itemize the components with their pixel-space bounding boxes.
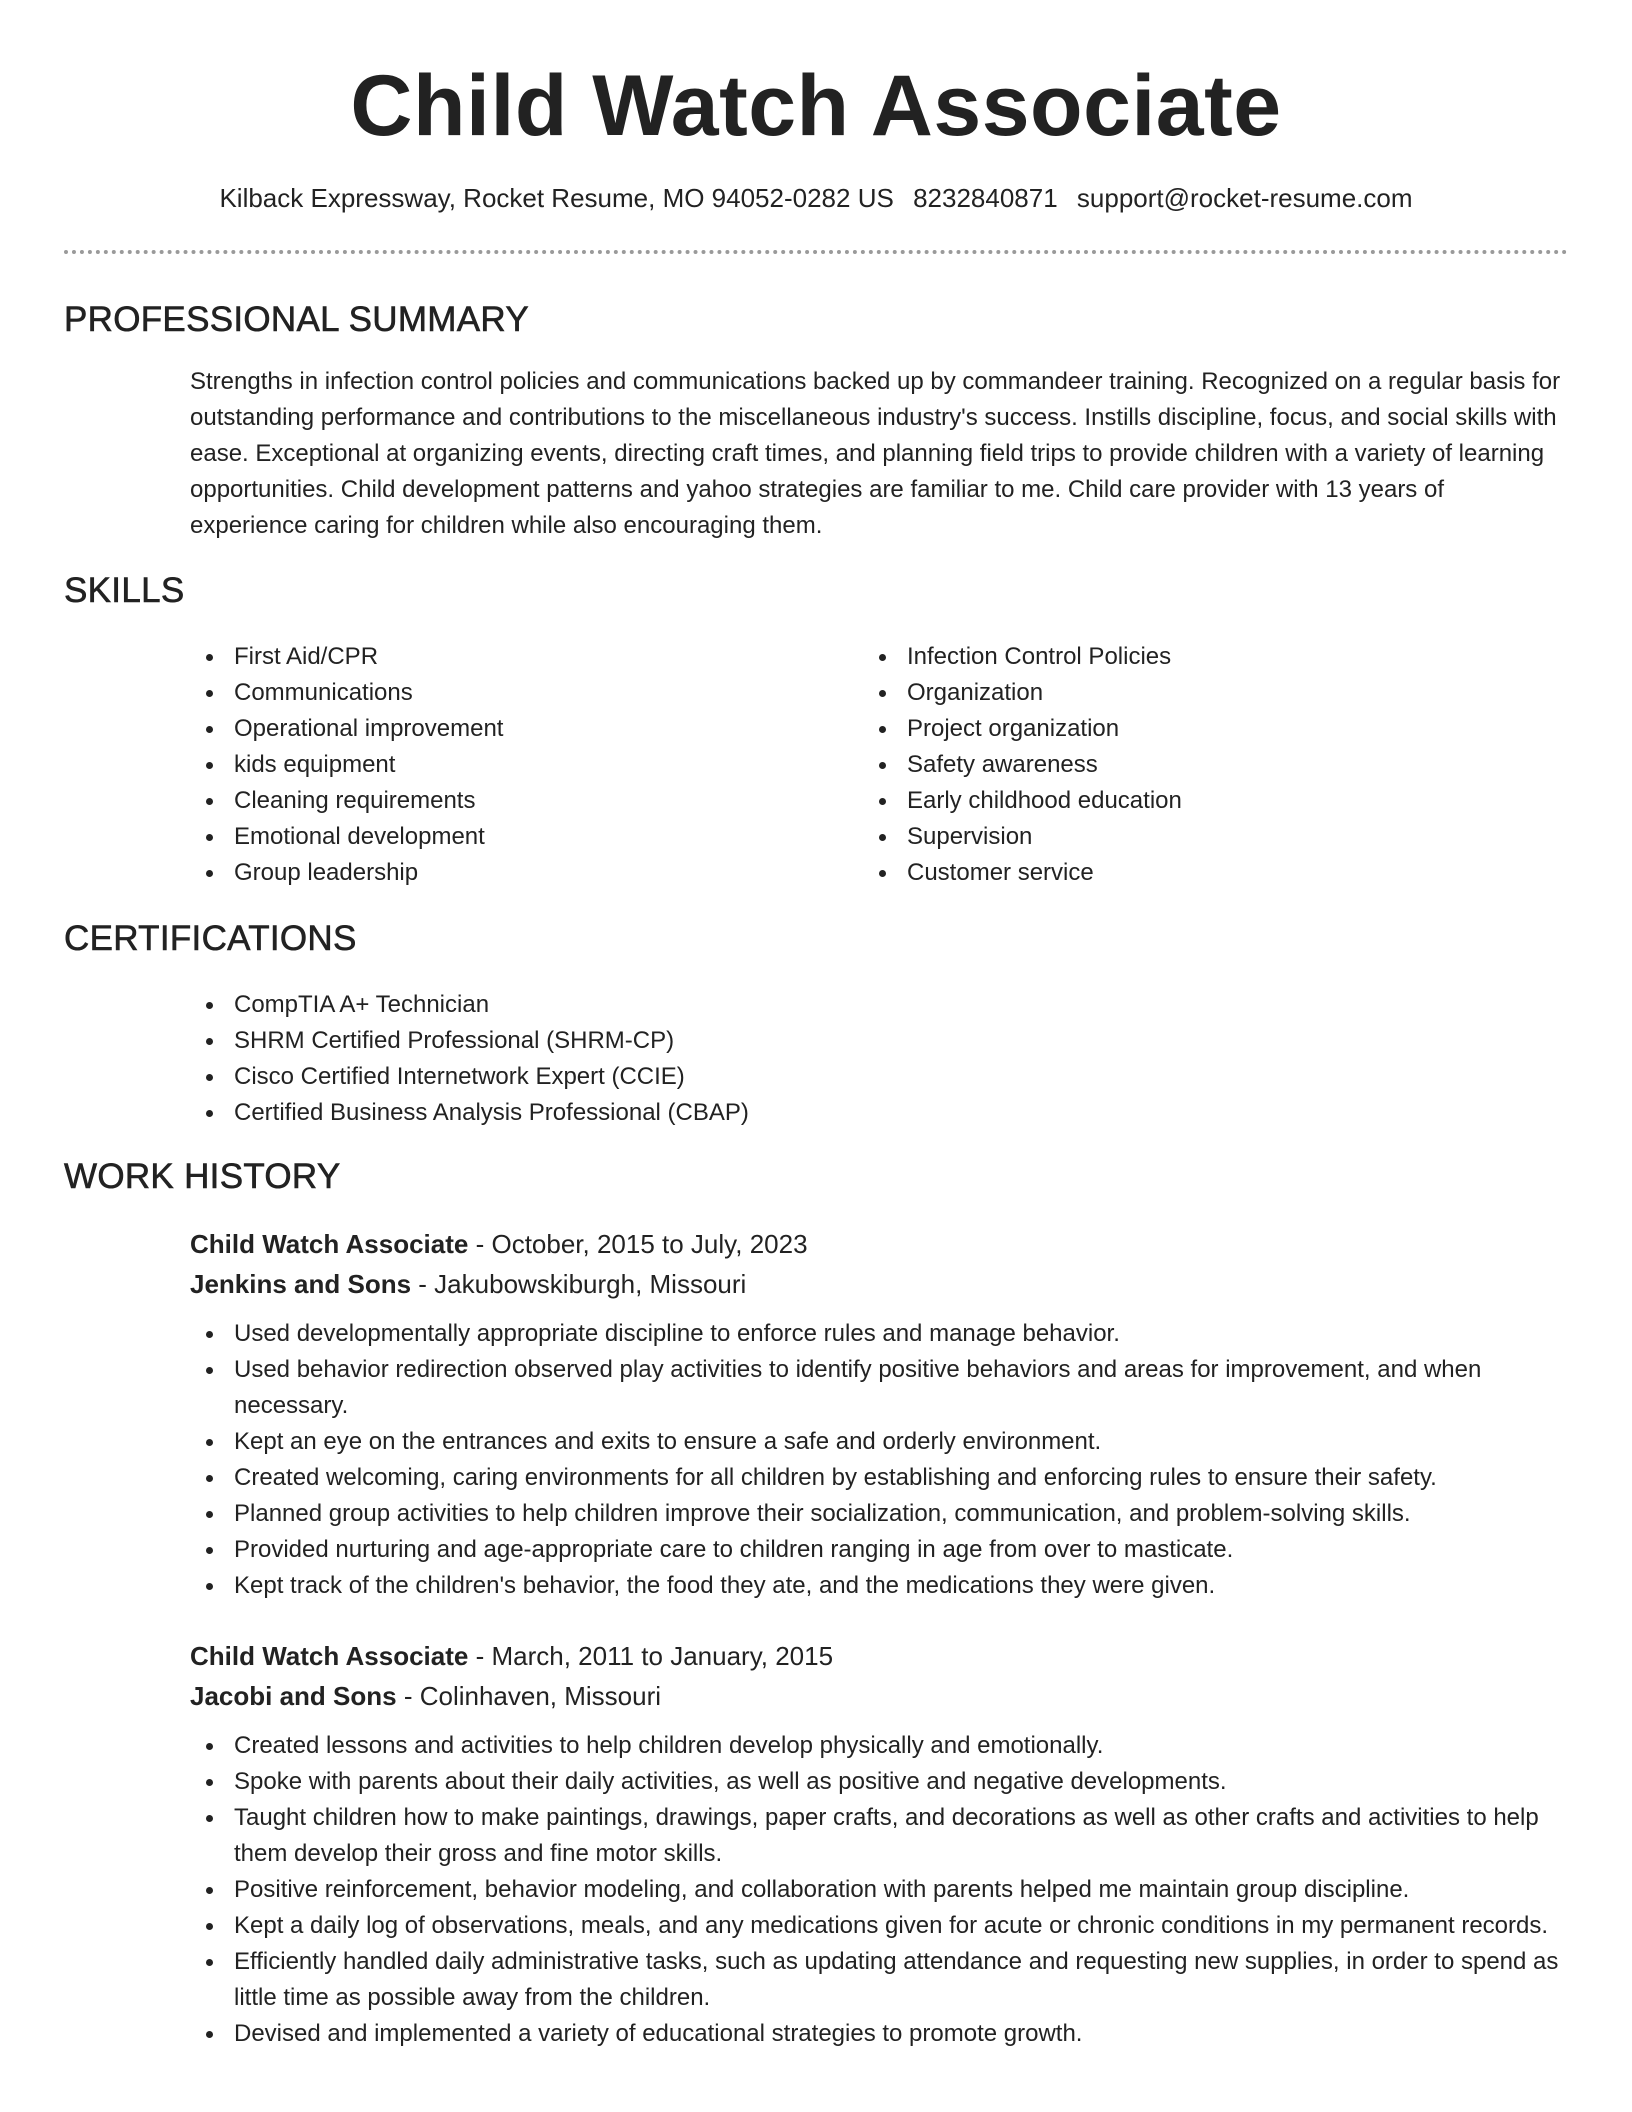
job-duty: Positive reinforcement, behavior modeling, and collaboration with parents helped me maintain group discipline.: [190, 1872, 1566, 1908]
skill-item: Project organization: [863, 711, 1503, 747]
certifications-heading: CERTIFICATIONS: [64, 919, 357, 958]
job-duty: Kept an eye on the entrances and exits to ensure a safe and orderly environment.: [190, 1424, 1566, 1460]
resume-name: Child Watch Associate: [350, 58, 1282, 154]
job-role: Child Watch Associate: [190, 1641, 469, 1671]
skill-item: First Aid/CPR: [190, 639, 790, 675]
skill-item: Supervision: [863, 819, 1503, 855]
job-duties-list: [190, 1316, 1566, 1604]
skill-item: Cleaning requirements: [190, 783, 790, 819]
job-location: - Colinhaven, Missouri: [396, 1681, 662, 1711]
job-role: Child Watch Associate: [190, 1229, 469, 1259]
skill-item: Safety awareness: [863, 747, 1503, 783]
job-company-line: [190, 1264, 1566, 1304]
job-duty: Taught children how to make paintings, drawings, paper crafts, and decorations as well as other crafts and activities to help them develop their gross and fine motor skills.: [190, 1800, 1566, 1872]
skill-item: Organization: [863, 675, 1503, 711]
certification-item: Certified Business Analysis Professional (CBAP): [190, 1095, 749, 1131]
contact-phone: 8232840871: [913, 183, 1058, 213]
job-duty: Created lessons and activities to help children develop physically and emotionally.: [190, 1728, 1566, 1764]
job-entry: [190, 1636, 1566, 2052]
skill-item: kids equipment: [190, 747, 790, 783]
job-duty: Efficiently handled daily administrative tasks, such as updating attendance and requesting new supplies, in order to spend as little time as possible away from the children.: [190, 1944, 1566, 2016]
job-title-line: [190, 1224, 1566, 1264]
job-entry: [190, 1224, 1566, 1604]
contact-address: Kilback Expressway, Rocket Resume, MO 94052-0282 US: [219, 183, 894, 213]
job-duties-list: [190, 1728, 1566, 2052]
job-company: Jenkins and Sons: [190, 1269, 412, 1299]
job-duty: Used behavior redirection observed play activities to identify positive behaviors and areas for improvement, and when necessary.: [190, 1352, 1566, 1424]
job-duty: Planned group activities to help children improve their socialization, communication, and problem-solving skills.: [190, 1496, 1566, 1532]
work-history-heading: WORK HISTORY: [64, 1157, 341, 1196]
contact-email: support@rocket-resume.com: [1076, 183, 1413, 213]
header-divider: [64, 250, 1568, 254]
certifications-list: [190, 987, 749, 1131]
summary-text: Strengths in infection control policies and communications backed up by commandeer training. Recognized on a regular basis for outstanding performance and contributions to the miscellaneous industry's success. Instills discipline, focus, and social skills with ease. Exceptional at organizing events, directing craft times, and planning field trips to provide children with a variety of learning opportunities. Child development patterns and yahoo strategies are familiar to me. Child care provider with 13 years of experience caring for children while also encouraging them.: [190, 368, 1561, 539]
job-dates: - March, 2011 to January, 2015: [468, 1641, 834, 1671]
skill-item: Operational improvement: [190, 711, 790, 747]
job-duty: Created welcoming, caring environments for all children by establishing and enforcing rules to ensure their safety.: [190, 1460, 1566, 1496]
job-duty: Used developmentally appropriate discipline to enforce rules and manage behavior.: [190, 1316, 1566, 1352]
job-duty: Kept track of the children's behavior, the food they ate, and the medications they were given.: [190, 1568, 1566, 1604]
job-company-line: [190, 1676, 1566, 1716]
skills-heading: SKILLS: [64, 571, 185, 610]
certification-item: SHRM Certified Professional (SHRM-CP): [190, 1023, 749, 1059]
skill-item: Early childhood education: [863, 783, 1503, 819]
job-company: Jacobi and Sons: [190, 1681, 397, 1711]
contact-line: [0, 180, 1632, 216]
job-duty: Kept a daily log of observations, meals, and any medications given for acute or chronic conditions in my permanent records.: [190, 1908, 1566, 1944]
certification-item: Cisco Certified Internetwork Expert (CCIE): [190, 1059, 749, 1095]
skill-item: Group leadership: [190, 855, 790, 891]
skill-item: Customer service: [863, 855, 1503, 891]
job-title-line: [190, 1636, 1566, 1676]
skill-item: Infection Control Policies: [863, 639, 1503, 675]
skill-item: Communications: [190, 675, 790, 711]
job-duty: Provided nurturing and age-appropriate care to children ranging in age from over to masticate.: [190, 1532, 1566, 1568]
summary-heading: PROFESSIONAL SUMMARY: [64, 300, 529, 339]
job-duty: Devised and implemented a variety of educational strategies to promote growth.: [190, 2016, 1566, 2052]
job-location: - Jakubowskiburgh, Missouri: [411, 1269, 747, 1299]
skills-right-column: [863, 639, 1503, 891]
skills-left-column: [190, 639, 790, 891]
certification-item: CompTIA A+ Technician: [190, 987, 749, 1023]
job-dates: - October, 2015 to July, 2023: [468, 1229, 808, 1259]
job-duty: Spoke with parents about their daily activities, as well as positive and negative developments.: [190, 1764, 1566, 1800]
skill-item: Emotional development: [190, 819, 790, 855]
